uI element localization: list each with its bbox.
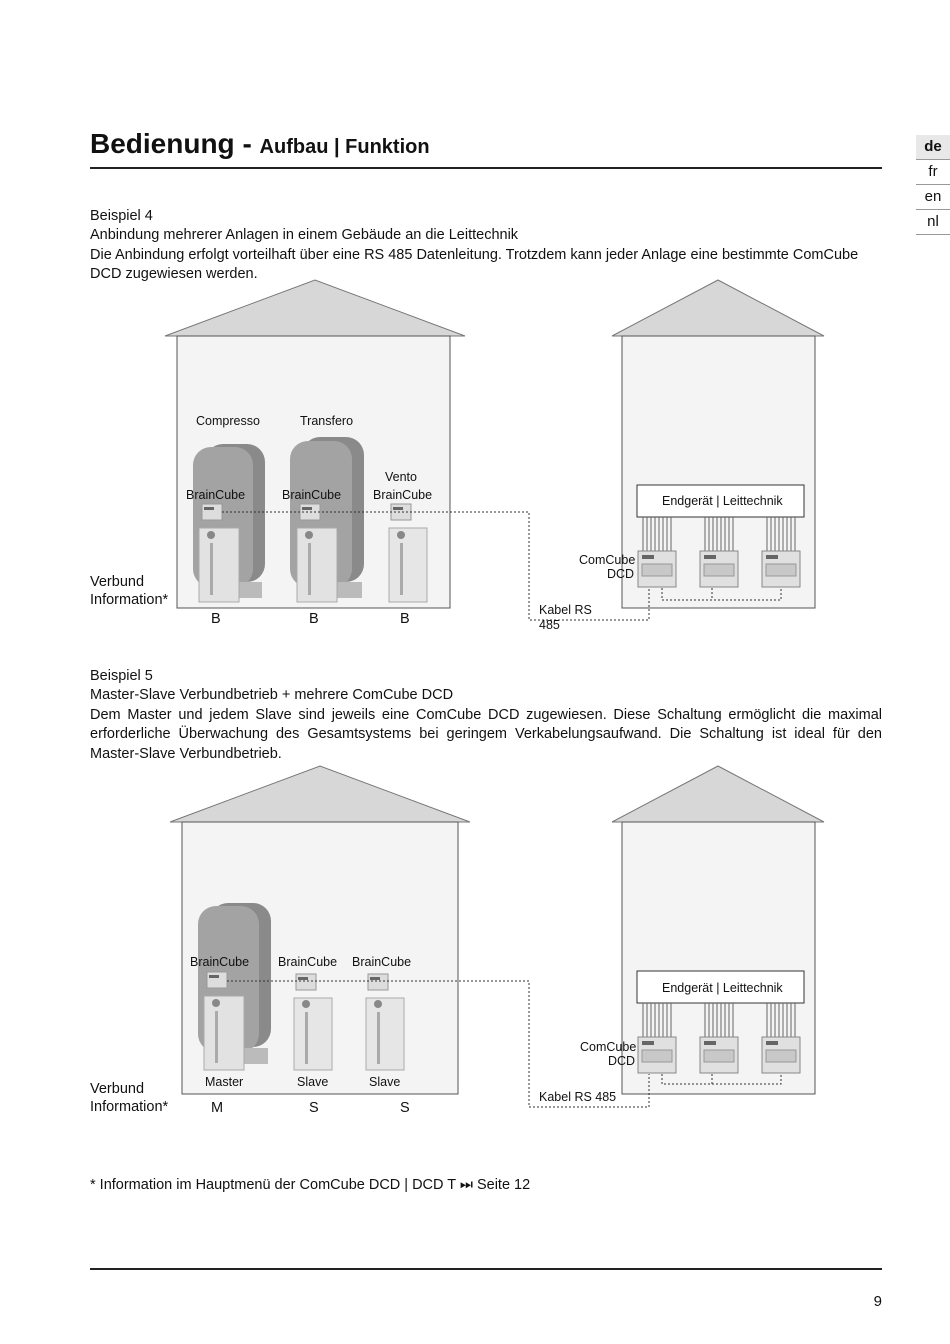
label-braincube-slave-2: BrainCube xyxy=(352,955,412,969)
label-compresso: Compresso xyxy=(196,414,260,428)
comcube-devices xyxy=(638,1037,800,1073)
label-braincube-3: BrainCube xyxy=(373,488,433,502)
master-unit xyxy=(198,903,271,1070)
label-braincube-2: BrainCube xyxy=(282,488,342,502)
verbund-letter-2: B xyxy=(309,611,319,627)
verbund-letter-3: S xyxy=(400,1100,410,1116)
label-dcd: DCD xyxy=(608,1054,636,1068)
example5-body: Dem Master und jedem Slave sind jeweils eine ComCube DCD zugewiesen. Diese Schaltung ermöglicht die maximal erforderliche Überwachung des Gesamtsystems bei geringem Verkabelungsaufwand. Die Schaltung ist ideal für den Master-Slave Verbundbetrieb. xyxy=(90,706,882,762)
example5-text xyxy=(90,667,882,764)
example5-subtitle: Master-Slave Verbundbetrieb + mehrere ComCube DCD xyxy=(90,687,454,704)
house-left-roof xyxy=(165,280,465,336)
label-comcube: ComCube xyxy=(580,1040,637,1054)
label-kabel: Kabel RS xyxy=(539,603,592,617)
lang-tab-de[interactable]: de xyxy=(916,135,950,160)
header-rule xyxy=(90,167,882,169)
label-endgeraet: Endgerät | Leittechnik xyxy=(662,494,783,508)
example5-heading: Beispiel 5 xyxy=(90,668,153,684)
compresso-unit xyxy=(193,444,265,602)
label-kabel-485: 485 xyxy=(539,618,560,632)
label-role-master: Master xyxy=(205,1075,244,1089)
page-number: 9 xyxy=(873,1293,882,1310)
lang-tab-en[interactable]: en xyxy=(916,185,950,210)
label-verbund: Verbund xyxy=(90,1081,145,1097)
label-verbund: Verbund xyxy=(90,574,145,590)
label-braincube-1: BrainCube xyxy=(186,488,246,502)
label-comcube: ComCube xyxy=(579,553,636,567)
label-vento: Vento xyxy=(385,470,417,484)
label-transfero: Transfero xyxy=(300,414,354,428)
label-dcd: DCD xyxy=(607,567,635,581)
example4-heading: Beispiel 4 xyxy=(90,208,153,224)
title-sub: Aufbau | Funktion xyxy=(259,136,430,158)
label-role-slave-2: Slave xyxy=(369,1075,401,1089)
label-verbund-info: Information* xyxy=(90,1099,169,1115)
label-kabel-rs485: Kabel RS 485 xyxy=(539,1090,617,1104)
footnote: * Information im Hauptmenü der ComCube DCD | DCD T ⏭ Seite 12 xyxy=(90,1177,531,1193)
footer-rule xyxy=(90,1268,882,1270)
label-braincube-master: BrainCube xyxy=(190,955,250,969)
house-right-roof xyxy=(612,280,824,336)
label-verbund-info: Information* xyxy=(90,592,169,608)
verbund-letter-2: S xyxy=(309,1100,319,1116)
label-endgeraet: Endgerät | Leittechnik xyxy=(662,981,783,995)
transfero-unit xyxy=(290,437,364,602)
label-role-slave-1: Slave xyxy=(297,1075,329,1089)
example5-diagram xyxy=(0,760,950,1120)
page-title xyxy=(90,128,430,160)
house-right-roof xyxy=(612,766,824,822)
verbund-letter-3: B xyxy=(400,611,410,627)
example4-body: Die Anbindung erfolgt vorteilhaft über eine RS 485 Datenleitung. Trotzdem kann jeder Anlage eine bestimmte ComCube DCD zugewiesen werden. xyxy=(90,246,859,283)
verbund-letter-1: B xyxy=(211,611,221,627)
title-main: Bedienung - xyxy=(90,128,252,159)
lang-tab-fr[interactable]: fr xyxy=(916,160,950,185)
comcube-devices xyxy=(638,551,800,587)
house-left-roof xyxy=(170,766,470,822)
verbund-letter-1: M xyxy=(211,1100,224,1116)
lang-tab-nl[interactable]: nl xyxy=(916,210,950,235)
example4-subtitle: Anbindung mehrerer Anlagen in einem Gebäude an die Leittechnik xyxy=(90,227,519,244)
language-tabs xyxy=(916,135,950,235)
label-braincube-slave-1: BrainCube xyxy=(278,955,338,969)
